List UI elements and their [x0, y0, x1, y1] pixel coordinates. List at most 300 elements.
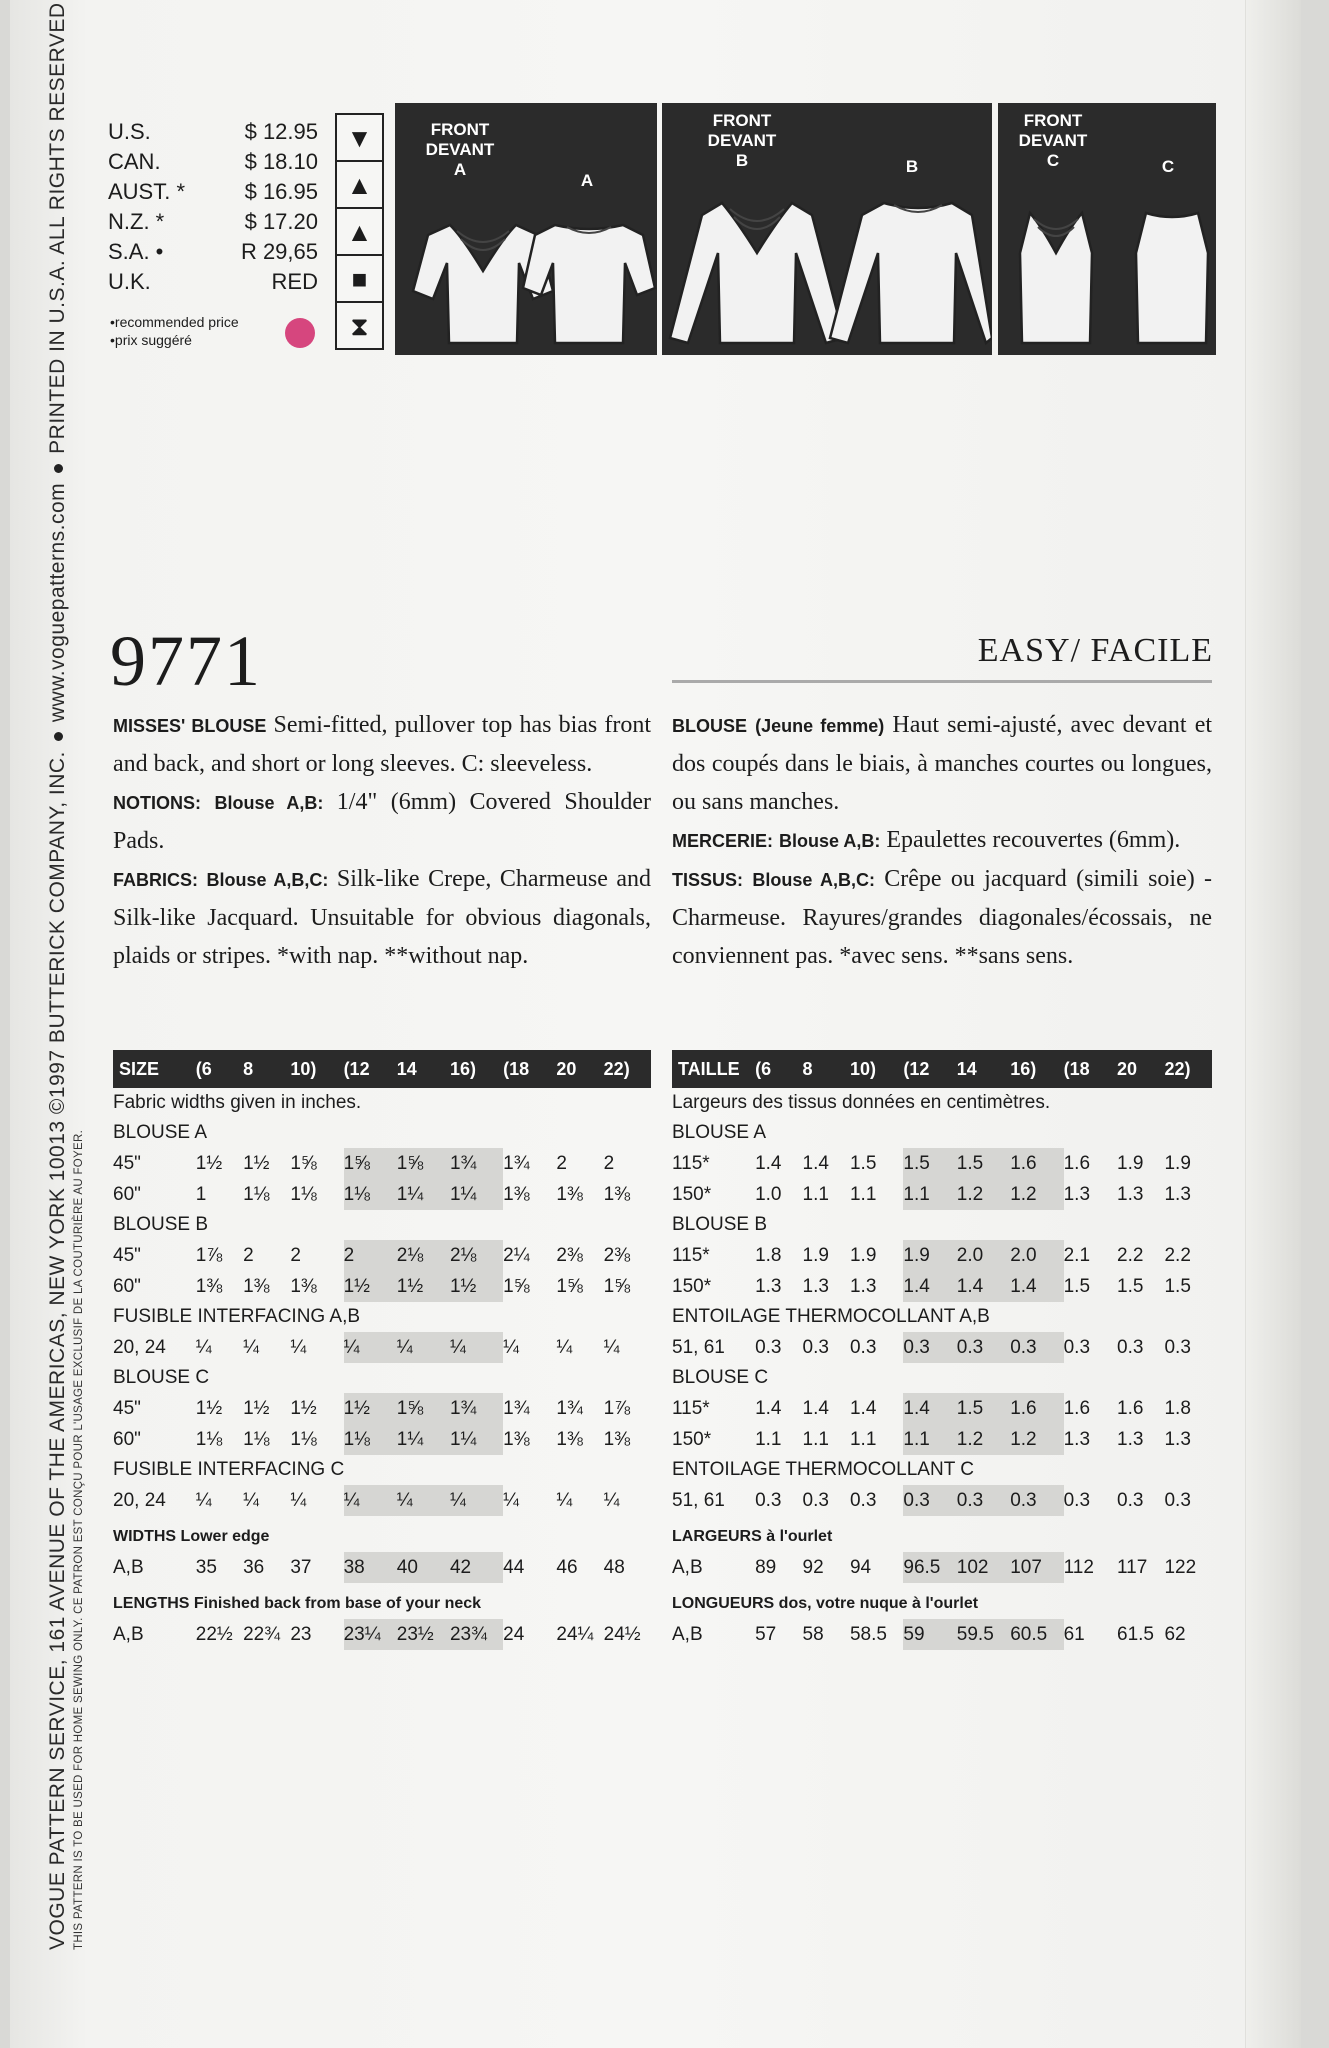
row-value: 1½ — [243, 1152, 270, 1174]
row-value: 1.5 — [1063, 1275, 1091, 1297]
price-value: $ 17.20 — [244, 209, 318, 234]
size-header-cell: 22) — [604, 1050, 651, 1088]
widths-title: LARGEURS à l'ourlet — [672, 1528, 833, 1545]
row-value: 0.3 — [957, 1485, 1010, 1516]
row-value: 1.9 — [1164, 1152, 1191, 1174]
row-label: 60" — [113, 1275, 141, 1297]
view-label-front-a: FRONT DEVANT A — [425, 120, 495, 179]
row-value: 2.0 — [957, 1240, 1010, 1271]
row-value: 1.5 — [1164, 1275, 1191, 1297]
row-value: 22¾ — [243, 1623, 281, 1645]
table-row — [672, 1332, 1212, 1363]
row-value: 44 — [503, 1556, 525, 1578]
row-value: ¼ — [503, 1336, 520, 1358]
row-value: 37 — [290, 1556, 312, 1578]
row-value: 1.1 — [802, 1183, 829, 1205]
size-header-row — [672, 1050, 1212, 1088]
row-value: 23¾ — [450, 1619, 503, 1650]
spine-website: www.voguepatterns.com — [46, 482, 69, 723]
row-value: 1.4 — [802, 1152, 829, 1174]
row-value: 1.0 — [755, 1183, 782, 1205]
row-value: 1⅝ — [603, 1275, 631, 1297]
size-table-en — [113, 1050, 651, 1650]
spine-address: VOGUE PATTERN SERVICE, 161 AVENUE OF THE AMERICAS, NEW YORK 10013 ©1997 BUTTERICK COMPANY, INC. — [46, 751, 69, 1950]
row-value: 1⅝ — [397, 1148, 450, 1179]
row-value: 1¾ — [450, 1148, 503, 1179]
notions-text-fr: Epaulettes recouvertes (6mm). — [886, 827, 1181, 853]
row-value: 1⅛ — [344, 1179, 397, 1210]
row-value: 1⅜ — [503, 1428, 530, 1450]
widths-title: WIDTHS Lower edge — [113, 1528, 270, 1545]
row-label: 45" — [113, 1152, 141, 1174]
row-value: 1⅜ — [195, 1275, 223, 1297]
row-value: 2¼ — [503, 1244, 530, 1266]
size-header-cell: 14 — [957, 1050, 1010, 1088]
size-header-cell: 16) — [1010, 1050, 1063, 1088]
row-value: 60.5 — [1010, 1619, 1063, 1650]
row-value: 0.3 — [957, 1332, 1010, 1363]
size-header-cell: (18 — [1064, 1050, 1117, 1088]
row-value: 1.8 — [755, 1244, 782, 1266]
price-country: S.A. • — [108, 239, 164, 264]
row-value: 59.5 — [957, 1619, 1010, 1650]
row-value: 1 — [195, 1183, 207, 1205]
row-value: 1½ — [290, 1397, 317, 1419]
row-value: 38 — [344, 1552, 397, 1583]
row-value: 1¼ — [397, 1424, 450, 1455]
price-value: $ 12.95 — [244, 119, 318, 144]
row-value: 1.6 — [1063, 1152, 1091, 1174]
table-row — [113, 1179, 651, 1210]
row-label: 20, 24 — [113, 1489, 166, 1511]
row-value: 1⅞ — [603, 1397, 631, 1419]
row-label: 60" — [113, 1428, 141, 1450]
row-value: 0.3 — [1117, 1489, 1144, 1511]
row-value: 1½ — [344, 1271, 397, 1302]
row-value: 0.3 — [802, 1336, 829, 1358]
row-value: 1.4 — [755, 1152, 782, 1174]
row-value: 102 — [957, 1552, 1010, 1583]
row-label: 150* — [672, 1275, 712, 1297]
desc-text-fr: Haut semi-ajusté, avec devant et dos coupés dans le biais, à manches courtes ou longues, ou sans manches. — [672, 712, 1213, 815]
row-value: 1.9 — [849, 1244, 877, 1266]
view-panel-b — [662, 103, 992, 355]
row-value: 1⅝ — [503, 1275, 530, 1297]
spine-home-sewing-note: THIS PATTERN IS TO BE USED FOR HOME SEWING ONLY. CE PATRON EST CONÇU POUR L'USAGE EXCLUSIF DE LA COUTURIÈRE AU FOYER. — [73, 1129, 85, 1950]
row-value: 1.4 — [849, 1397, 877, 1419]
square-icon: ■ — [337, 256, 382, 303]
row-value: 0.3 — [903, 1485, 956, 1516]
row-value: 117 — [1117, 1556, 1148, 1578]
price-row — [108, 237, 318, 267]
section-title: FUSIBLE INTERFACING A,B — [113, 1306, 361, 1327]
row-value: 1⅛ — [290, 1428, 317, 1450]
row-value: 2⅛ — [397, 1240, 450, 1271]
lengths-title: LONGUEURS dos, votre nuque à l'ourlet — [672, 1595, 979, 1612]
row-value: 58.5 — [849, 1623, 887, 1645]
row-value: ¼ — [344, 1485, 397, 1516]
spine-text — [46, 2, 116, 1950]
view-label-back-a: A — [580, 171, 594, 190]
row-value: ¼ — [450, 1485, 503, 1516]
view-label-back-c: C — [1161, 157, 1175, 176]
row-value: ¼ — [397, 1332, 450, 1363]
widths-row — [672, 1552, 1212, 1583]
row-value: ¼ — [243, 1489, 259, 1511]
row-value: 1⅛ — [344, 1424, 397, 1455]
up-triangle-icon: ▲ — [337, 209, 382, 256]
bullet-icon — [54, 464, 63, 473]
row-value: 23½ — [397, 1619, 450, 1650]
price-dot — [285, 318, 315, 348]
row-value: 1⅝ — [344, 1148, 397, 1179]
row-value: 46 — [556, 1556, 578, 1578]
notions-key-fr: MERCERIE: — [672, 831, 774, 851]
row-value: 0.3 — [1010, 1485, 1063, 1516]
row-value: 89 — [755, 1556, 777, 1578]
view-panel-c — [998, 103, 1216, 355]
row-value: 107 — [1010, 1552, 1063, 1583]
row-value: 96.5 — [903, 1552, 956, 1583]
table-row — [672, 1271, 1212, 1302]
up-triangle-icon: ▲ — [337, 162, 382, 209]
size-table-fr — [672, 1050, 1212, 1650]
row-value: ¼ — [290, 1336, 307, 1358]
lengths-row — [672, 1619, 1212, 1650]
price-row — [108, 207, 318, 237]
notions-sub-fr: Blouse A,B: — [779, 831, 881, 851]
section-title: FUSIBLE INTERFACING C — [113, 1459, 345, 1480]
row-value: 1½ — [344, 1393, 397, 1424]
row-value: ¼ — [603, 1489, 620, 1511]
row-value: 1.5 — [957, 1393, 1010, 1424]
row-value: 42 — [450, 1552, 503, 1583]
table-row — [113, 1332, 651, 1363]
section-title: BLOUSE A — [113, 1122, 207, 1143]
row-value: ¼ — [450, 1332, 503, 1363]
row-value: 1.3 — [802, 1275, 829, 1297]
row-value: 61.5 — [1117, 1623, 1154, 1645]
price-country: U.K. — [108, 269, 151, 294]
row-value: 1⅝ — [556, 1275, 583, 1297]
row-value: 1.2 — [957, 1179, 1010, 1210]
size-header-cell: 8 — [803, 1050, 850, 1088]
view-label-front-c: FRONT DEVANT C — [1018, 111, 1088, 170]
price-notes — [110, 313, 239, 349]
size-header-cell: 10) — [850, 1050, 903, 1088]
spine-printed: PRINTED IN U.S.A. ALL RIGHTS RESERVED — [46, 2, 69, 454]
row-value: 1.3 — [1117, 1428, 1144, 1450]
row-label: A,B — [672, 1556, 703, 1578]
view-label-front-b: FRONT DEVANT B — [707, 111, 777, 170]
price-country: U.S. — [108, 119, 151, 144]
table-row — [672, 1240, 1212, 1271]
row-value: 1.5 — [849, 1152, 877, 1174]
row-value: 2 — [344, 1240, 397, 1271]
row-value: 1¼ — [450, 1179, 503, 1210]
desc-key-en: MISSES' BLOUSE — [113, 716, 267, 736]
desc-key-fr: BLOUSE — [672, 716, 748, 736]
row-value: 1⅜ — [503, 1183, 530, 1205]
notions-text-en: 1/4" (6mm) Covered Shoulder Pads. — [113, 789, 651, 854]
row-value: 1⅛ — [243, 1183, 270, 1205]
row-value: 1.3 — [1164, 1183, 1191, 1205]
row-value: 1.1 — [903, 1179, 956, 1210]
row-value: 1½ — [397, 1271, 450, 1302]
desc-text-en: Semi-fitted, pullover top has bias front and back, and short or long sleeves. C: sleeveless. — [113, 712, 651, 777]
row-value: 1⅝ — [397, 1393, 450, 1424]
row-value: 2 — [603, 1152, 615, 1174]
size-header-label: TAILLE — [672, 1050, 755, 1088]
blouse-c-sketch — [998, 103, 1216, 355]
row-value: 0.3 — [755, 1489, 782, 1511]
row-value: 1⅛ — [243, 1428, 270, 1450]
row-value: 24¼ — [556, 1623, 594, 1645]
row-label: 51, 61 — [672, 1336, 725, 1358]
row-value: 1.1 — [849, 1428, 877, 1450]
size-header-cell: 8 — [243, 1050, 290, 1088]
desc-sub-fr: (Jeune femme) — [755, 716, 885, 736]
table-row — [672, 1148, 1212, 1179]
row-value: 2 — [243, 1244, 254, 1266]
size-header-cell: (6 — [755, 1050, 802, 1088]
row-value: 1.3 — [849, 1275, 877, 1297]
row-label: A,B — [672, 1623, 703, 1645]
row-value: 1.6 — [1010, 1393, 1063, 1424]
row-value: 1⅜ — [603, 1428, 631, 1450]
row-value: 2.0 — [1010, 1240, 1063, 1271]
size-header-cell: 14 — [397, 1050, 450, 1088]
row-value: 2.1 — [1063, 1244, 1091, 1266]
row-value: 2 — [556, 1152, 567, 1174]
row-value: 1½ — [243, 1397, 270, 1419]
fabrics-text-fr: Crêpe ou jacquard (simili soie) - Charmeuse. Rayures/grandes diagonales/écossais, ne conviennent pas. *avec sens. **sans sens. — [672, 866, 1213, 969]
row-value: 1⅞ — [195, 1244, 223, 1266]
row-value: 1¼ — [397, 1179, 450, 1210]
down-triangle-icon: ▼ — [337, 115, 382, 162]
section-title: ENTOILAGE THERMOCOLLANT C — [672, 1459, 974, 1480]
price-value: $ 16.95 — [244, 179, 318, 204]
fabrics-text-en: Silk-like Crepe, Charmeuse and Silk-like Jacquard. Unsuitable for obvious diagonals, plaids or stripes. *with nap. **without nap. — [113, 866, 652, 969]
row-value: 0.3 — [1117, 1336, 1144, 1358]
row-value: 0.3 — [1164, 1336, 1191, 1358]
widths-row — [113, 1552, 651, 1583]
size-header-cell: (18 — [503, 1050, 556, 1088]
section-title: BLOUSE A — [672, 1122, 766, 1143]
row-value: 2 — [290, 1244, 301, 1266]
row-value: 0.3 — [903, 1332, 956, 1363]
row-value: 1.2 — [1010, 1179, 1063, 1210]
row-value: 94 — [849, 1556, 872, 1578]
row-value: 1.9 — [1117, 1152, 1144, 1174]
row-value: 1¾ — [503, 1397, 530, 1419]
fabrics-sub-fr: Blouse A,B,C: — [752, 870, 875, 890]
row-value: 2⅜ — [603, 1244, 631, 1266]
table-row — [113, 1148, 651, 1179]
row-value: 122 — [1164, 1556, 1197, 1578]
row-value: 1.9 — [802, 1244, 829, 1266]
row-value: ¼ — [195, 1489, 212, 1511]
price-row — [108, 117, 318, 147]
row-value: 1¾ — [503, 1152, 530, 1174]
row-value: 1.1 — [802, 1428, 829, 1450]
row-value: 1.1 — [903, 1424, 956, 1455]
symbol-column — [335, 113, 384, 350]
price-value: R 29,65 — [240, 239, 318, 264]
row-value: ¼ — [397, 1485, 450, 1516]
row-value: 1¾ — [450, 1393, 503, 1424]
table-note: Largeurs des tissus données en centimètres. — [672, 1092, 1051, 1113]
size-header-row — [113, 1050, 651, 1088]
row-value: 1.5 — [1117, 1275, 1144, 1297]
difficulty-label: EASY/ FACILE — [977, 632, 1213, 669]
row-value: 22½ — [195, 1623, 233, 1645]
section-title: BLOUSE C — [113, 1367, 210, 1388]
row-value: ¼ — [344, 1332, 397, 1363]
price-country: CAN. — [108, 149, 161, 174]
row-value: 24 — [503, 1623, 525, 1645]
row-value: 1.4 — [903, 1393, 956, 1424]
row-value: 1.5 — [903, 1148, 956, 1179]
view-label-back-b: B — [905, 157, 919, 176]
size-header-cell: (12 — [903, 1050, 956, 1088]
price-note-en: •recommended price — [110, 314, 239, 330]
price-note-fr: •prix suggéré — [110, 332, 192, 348]
row-value: 92 — [802, 1556, 824, 1578]
row-value: 40 — [397, 1552, 450, 1583]
row-value: 57 — [755, 1623, 777, 1645]
hourglass-icon: ⧗ — [350, 310, 369, 341]
notions-key-en: NOTIONS: — [113, 793, 201, 813]
row-value: 1.6 — [1063, 1397, 1091, 1419]
row-value: 1.2 — [1010, 1424, 1063, 1455]
row-value: ¼ — [503, 1489, 520, 1511]
row-value: 0.3 — [849, 1336, 877, 1358]
row-value: 0.3 — [1063, 1489, 1091, 1511]
size-header-cell: 20 — [556, 1050, 603, 1088]
row-value: 1⅜ — [603, 1183, 631, 1205]
size-header-cell: (6 — [196, 1050, 243, 1088]
price-value: $ 18.10 — [244, 149, 318, 174]
price-row — [108, 177, 318, 207]
row-value: ¼ — [556, 1489, 573, 1511]
row-value: ¼ — [290, 1489, 307, 1511]
price-list — [108, 117, 318, 297]
row-value: 0.3 — [849, 1489, 877, 1511]
row-value: 1.2 — [957, 1424, 1010, 1455]
row-label: A,B — [113, 1623, 144, 1645]
table-note: Fabric widths given in inches. — [113, 1092, 362, 1113]
price-value: RED — [271, 269, 318, 294]
row-value: 2.2 — [1117, 1244, 1144, 1266]
row-value: 36 — [243, 1556, 265, 1578]
row-value: 1.5 — [957, 1148, 1010, 1179]
description-en — [113, 706, 651, 975]
row-value: 1.4 — [802, 1397, 829, 1419]
row-value: 1.1 — [849, 1183, 877, 1205]
row-value: 1⅜ — [290, 1275, 317, 1297]
pattern-number: 9771 — [110, 621, 262, 701]
row-label: 45" — [113, 1397, 141, 1419]
fabrics-sub-en: Blouse A,B,C: — [206, 870, 329, 890]
row-value: 0.3 — [1063, 1336, 1091, 1358]
blouse-b-sketch — [662, 103, 992, 355]
row-value: 48 — [603, 1556, 625, 1578]
row-value: ¼ — [603, 1336, 620, 1358]
row-value: 23¼ — [344, 1619, 397, 1650]
view-panel-a — [395, 103, 657, 355]
row-value: 1⅛ — [195, 1428, 223, 1450]
row-label: 150* — [672, 1183, 712, 1205]
row-value: 1⅜ — [556, 1428, 583, 1450]
description-fr — [672, 706, 1212, 975]
size-header-label: SIZE — [113, 1050, 196, 1088]
row-value: 1½ — [195, 1152, 223, 1174]
section-title: BLOUSE B — [672, 1214, 768, 1235]
row-value: 1.4 — [903, 1271, 956, 1302]
size-header-cell: 22) — [1164, 1050, 1212, 1088]
row-value: 23 — [290, 1623, 312, 1645]
notions-sub-en: Blouse A,B: — [214, 793, 324, 813]
row-label: A,B — [113, 1556, 144, 1578]
row-value: 1¾ — [556, 1397, 583, 1419]
row-value: 62 — [1164, 1623, 1186, 1645]
row-value: ¼ — [243, 1336, 259, 1358]
lengths-row — [113, 1619, 651, 1650]
row-value: 1⅝ — [290, 1152, 317, 1174]
price-country: N.Z. * — [108, 209, 165, 234]
table-row — [672, 1485, 1212, 1516]
row-value: 112 — [1063, 1556, 1094, 1578]
table-row — [113, 1240, 651, 1271]
row-value: 1.3 — [1117, 1183, 1144, 1205]
row-value: 1.6 — [1117, 1397, 1144, 1419]
price-row — [108, 147, 318, 177]
row-value: 24½ — [603, 1623, 641, 1645]
size-header-cell: (12 — [344, 1050, 397, 1088]
row-value: 59 — [903, 1619, 956, 1650]
row-value: 1½ — [450, 1271, 503, 1302]
size-header-cell: 20 — [1117, 1050, 1164, 1088]
row-value: 1.4 — [755, 1397, 782, 1419]
row-value: 1.4 — [957, 1271, 1010, 1302]
row-value: 1¼ — [450, 1424, 503, 1455]
section-title: BLOUSE B — [113, 1214, 209, 1235]
row-value: ¼ — [195, 1336, 212, 1358]
envelope-fold — [1245, 0, 1301, 2048]
row-value: 61 — [1063, 1623, 1085, 1645]
row-value: 35 — [195, 1556, 217, 1578]
row-value: 1.3 — [1063, 1428, 1091, 1450]
lengths-title: LENGTHS Finished back from base of your neck — [113, 1595, 482, 1612]
row-value: 0.3 — [802, 1489, 829, 1511]
row-value: 1½ — [195, 1397, 223, 1419]
divider — [672, 680, 1212, 683]
row-value: 1.6 — [1010, 1148, 1063, 1179]
row-value: 2⅛ — [450, 1240, 503, 1271]
fabrics-key-fr: TISSUS: — [672, 870, 744, 890]
row-label: 20, 24 — [113, 1336, 166, 1358]
row-value: ¼ — [556, 1336, 573, 1358]
table-row — [113, 1424, 651, 1455]
price-row — [108, 267, 318, 297]
table-row — [113, 1485, 651, 1516]
row-value: 1.4 — [1010, 1271, 1063, 1302]
row-value: 1.3 — [1164, 1428, 1191, 1450]
table-row — [113, 1271, 651, 1302]
blouse-a-sketch — [395, 103, 657, 355]
row-value: 1.1 — [755, 1428, 782, 1450]
